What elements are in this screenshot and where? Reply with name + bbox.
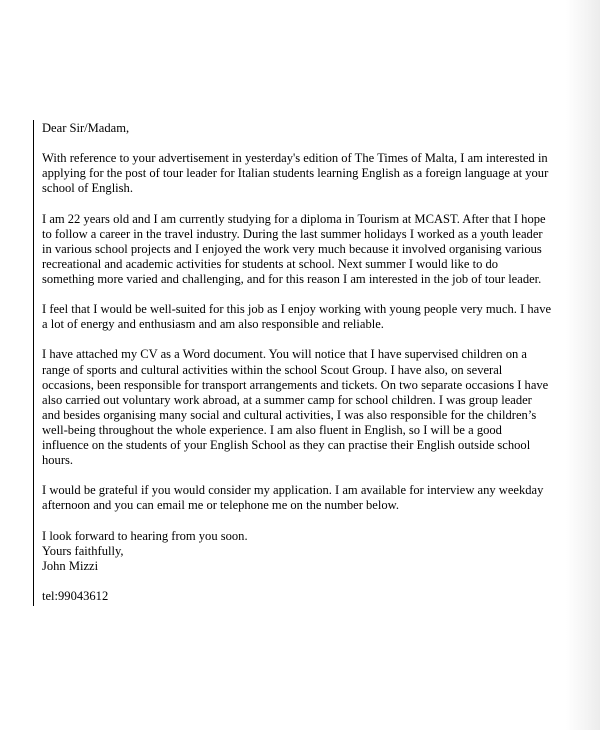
letter-body — [42, 121, 570, 604]
paragraph-line: also carried out voluntary work abroad, at a summer camp for school children. I was group leader — [42, 392, 532, 407]
paragraph-line: and besides organising many social and cultural activities, I was also responsible for the children’s — [42, 407, 537, 422]
left-margin-rule — [33, 120, 34, 606]
paragraph-line: a lot of energy and enthusiasm and am also responsible and reliable. — [42, 317, 384, 332]
paragraph-line: recreational and academic activities for students at school. Next summer I would like to do — [42, 256, 499, 271]
paragraph-line: I would be grateful if you would consider my application. I am available for interview any weekday — [42, 483, 544, 498]
paragraph-line: afternoon and you can email me or telephone me on the number below. — [42, 498, 399, 513]
paragraph-line: something more varied and challenging, and for this reason I am interested in the job of tour leader. — [42, 271, 542, 286]
paragraph-spacer — [42, 136, 570, 151]
paragraph-line: school of English. — [42, 181, 133, 196]
paragraph-spacer — [42, 332, 570, 347]
telephone-number: tel:99043612 — [42, 588, 109, 603]
paragraph-line: applying for the post of tour leader for Italian students learning English as a foreign language at your — [42, 166, 549, 181]
page-edge-shadow — [566, 0, 600, 730]
paragraph-spacer — [42, 196, 570, 211]
paragraph-line: I feel that I would be well-suited for this job as I enjoy working with young people very much. I have — [42, 302, 552, 317]
sign-off: Yours faithfully, — [42, 543, 124, 558]
salutation: Dear Sir/Madam, — [42, 121, 130, 135]
paragraph-spacer — [42, 574, 570, 589]
signature-name: John Mizzi — [42, 558, 99, 573]
paragraph-spacer — [42, 468, 570, 483]
paragraph-line: to follow a career in the travel industry. During the last summer holidays I worked as a youth leader — [42, 226, 543, 241]
paragraph-line: hours. — [42, 453, 74, 468]
paragraph-suitability — [42, 302, 570, 332]
paragraph-experience — [42, 347, 570, 468]
paragraph-line: in various school projects and I enjoyed the work very much because it involved organising various — [42, 241, 542, 256]
paragraph-advertisement-reference — [42, 151, 570, 196]
paragraph-spacer — [42, 513, 570, 528]
paragraph-line: I am 22 years old and I am currently studying for a diploma in Tourism at MCAST. After that I hope — [42, 211, 546, 226]
paragraph-line: range of sports and cultural activities within the school Scout Group. I have also, on several — [42, 362, 503, 377]
paragraph-line: influence on the students of your English School as they can practise their English outside school — [42, 437, 531, 452]
paragraph-line: I have attached my CV as a Word document. You will notice that I have supervised children on a — [42, 347, 527, 362]
closing-line: I look forward to hearing from you soon. — [42, 528, 248, 543]
paragraph-line: well-being throughout the whole experience. I am also fluent in English, so I will be a good — [42, 422, 502, 437]
paragraph-availability — [42, 483, 570, 513]
paragraph-background — [42, 212, 570, 287]
paragraph-spacer — [42, 287, 570, 302]
paragraph-line: occasions, been responsible for transport arrangements and tickets. On two separate occasions I have — [42, 377, 549, 392]
paragraph-line: With reference to your advertisement in yesterday's edition of The Times of Malta, I am interested in — [42, 151, 548, 166]
